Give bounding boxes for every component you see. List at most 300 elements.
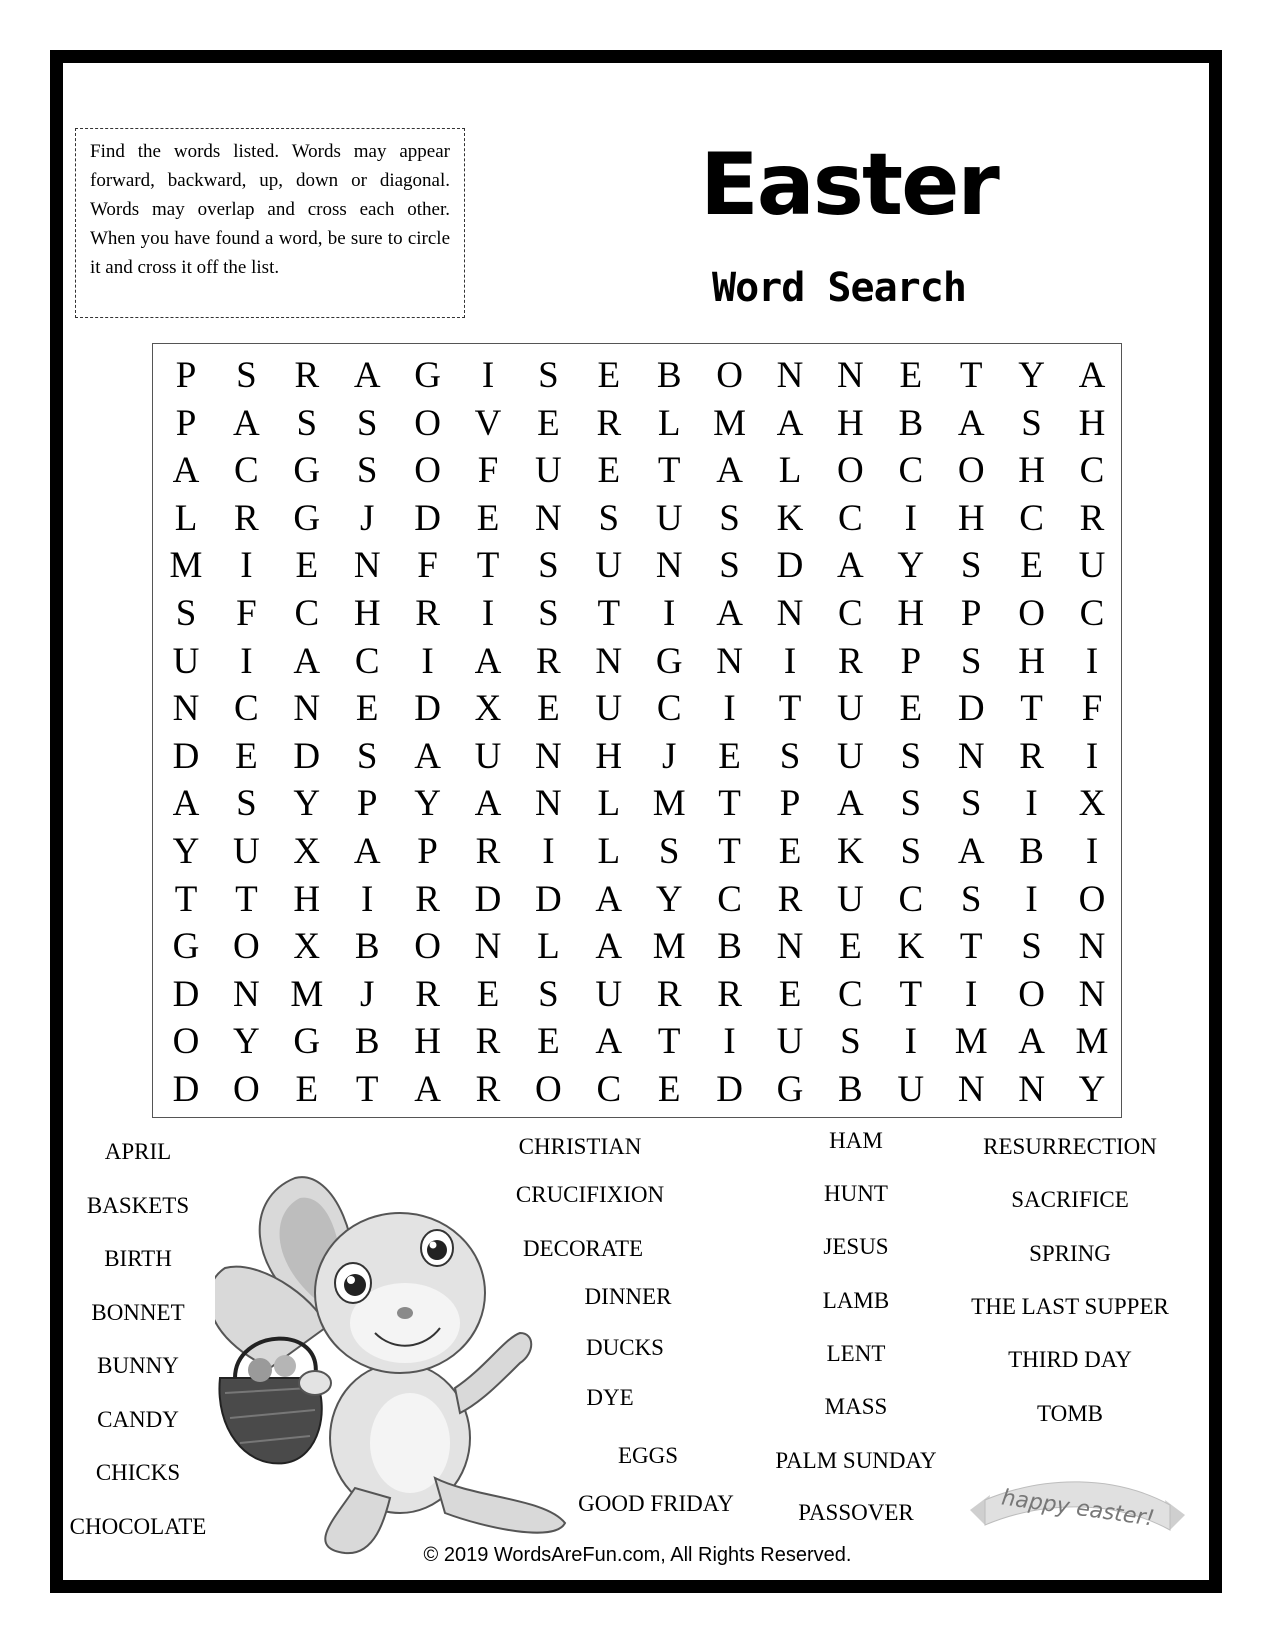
grid-letter: S — [900, 735, 922, 777]
grid-letter: R — [1079, 497, 1105, 539]
word-list-item: JESUS — [823, 1234, 889, 1259]
word-list-item: RESURRECTION — [983, 1134, 1157, 1159]
grid-row — [153, 923, 1121, 971]
grid-letter: D — [535, 878, 562, 920]
grid-letter: Y — [1078, 1069, 1106, 1110]
word-list-item: EGGS — [617, 1443, 679, 1468]
word-list-item: MASS — [824, 1394, 888, 1419]
grid-row — [153, 733, 1121, 781]
grid-letter: H — [414, 1021, 441, 1063]
grid-letter: E — [899, 355, 923, 396]
word-list-item: CANDY — [97, 1406, 179, 1432]
grid-letter: I — [240, 640, 253, 682]
grid-letter: E — [899, 688, 923, 730]
grid-letter: O — [957, 450, 985, 492]
grid-letter: T — [899, 973, 923, 1015]
grid-letter: P — [417, 831, 438, 872]
grid-row — [153, 495, 1121, 543]
grid-letter: S — [960, 783, 982, 825]
grid-letter: T — [657, 1021, 681, 1063]
grid-letter: H — [897, 593, 925, 634]
grid-letter: U — [655, 497, 683, 539]
word-list-item: THIRD DAY — [1008, 1347, 1132, 1373]
grid-letter: C — [898, 450, 924, 492]
grid-letter: Y — [293, 783, 321, 825]
word-list-item: HAM — [829, 1128, 883, 1153]
grid-letter: R — [596, 402, 622, 444]
grid-row — [153, 590, 1121, 638]
grid-letter: E — [778, 831, 802, 872]
grid-letter: A — [1018, 1021, 1045, 1063]
grid-letter: I — [904, 497, 917, 539]
grid-letter: I — [965, 973, 978, 1015]
grid-row — [153, 876, 1121, 924]
grid-letter: N — [716, 640, 743, 682]
grid-letter: N — [837, 355, 864, 396]
word-list-item: APRIL — [104, 1139, 172, 1164]
grid-letter: S — [658, 831, 680, 872]
word-list-item: BASKETS — [86, 1192, 190, 1218]
grid-letter: U — [837, 735, 864, 777]
grid-letter: S — [538, 545, 559, 587]
grid-letter: H — [837, 402, 864, 444]
grid-letter: Y — [1018, 355, 1045, 396]
grid-letter: L — [657, 402, 681, 444]
grid-letter: G — [172, 926, 200, 968]
grid-letter: L — [537, 926, 560, 968]
grid-letter: A — [414, 1069, 441, 1110]
grid-letter: D — [474, 878, 502, 920]
grid-letter: O — [837, 450, 864, 492]
grid-letter: J — [359, 973, 375, 1015]
word-list-item: DYE — [586, 1385, 634, 1410]
grid-letter: P — [900, 640, 922, 682]
grid-letter: N — [353, 545, 381, 587]
grid-letter: T — [597, 593, 621, 634]
grid-letter: F — [236, 593, 257, 634]
grid-letter: C — [1019, 497, 1044, 539]
grid-letter: X — [293, 831, 321, 872]
grid-letter: N — [535, 735, 562, 777]
grid-row — [153, 400, 1121, 448]
grid-letter: F — [477, 450, 499, 492]
word-list-item: DINNER — [584, 1284, 672, 1309]
grid-letter: T — [959, 926, 983, 968]
grid-letter: M — [1075, 1021, 1109, 1063]
grid-letter: I — [481, 593, 495, 634]
grid-letter: S — [779, 735, 801, 777]
grid-letter: A — [957, 831, 985, 872]
word-list-item: SPRING — [1029, 1240, 1111, 1266]
grid-letter: N — [535, 497, 562, 539]
grid-letter: S — [538, 593, 559, 634]
grid-row — [153, 638, 1121, 686]
page-subtitle: Word Search — [712, 265, 966, 311]
grid-letter: Y — [414, 783, 441, 825]
grid-letter: N — [293, 688, 321, 730]
grid-letter: C — [656, 688, 682, 730]
grid-letter: R — [717, 973, 742, 1015]
grid-letter: N — [474, 926, 502, 968]
grid-letter: I — [904, 1021, 917, 1063]
grid-letter: O — [1078, 878, 1106, 920]
grid-letter: T — [718, 831, 741, 872]
grid-letter: I — [481, 355, 495, 396]
word-list-item: SACRIFICE — [1011, 1187, 1129, 1213]
grid-letter: S — [538, 973, 559, 1015]
grid-letter: N — [776, 926, 804, 968]
grid-letter: S — [900, 783, 922, 825]
word-list-item: HUNT — [824, 1181, 888, 1206]
grid-letter: A — [837, 545, 864, 587]
grid-letter: I — [361, 878, 374, 920]
grid-letter: O — [1018, 973, 1045, 1015]
grid-letter: B — [656, 355, 682, 396]
grid-letter: N — [233, 973, 260, 1015]
grid-letter: A — [716, 593, 743, 634]
word-list-item: CHOCOLATE — [69, 1513, 207, 1539]
grid-letter: P — [960, 593, 982, 634]
grid-letter: C — [1079, 593, 1105, 634]
grid-letter: N — [595, 640, 623, 682]
grid-letter: T — [657, 450, 681, 492]
grid-letter: E — [476, 497, 500, 539]
grid-letter: Y — [172, 831, 200, 872]
grid-letter: X — [474, 688, 502, 730]
grid-letter: H — [957, 497, 985, 539]
grid-letter: S — [175, 593, 197, 634]
grid-letter: G — [293, 1021, 321, 1063]
grid-letter: A — [474, 640, 502, 682]
grid-letter: G — [414, 355, 441, 396]
grid-letter: U — [837, 878, 864, 920]
grid-letter: P — [175, 355, 197, 396]
grid-letter: I — [542, 831, 555, 872]
grid-letter: D — [172, 973, 200, 1015]
grid-letter: R — [656, 973, 682, 1015]
grid-row — [153, 1066, 1121, 1114]
grid-letter: I — [783, 640, 797, 682]
grid-letter: F — [1081, 688, 1103, 730]
grid-row — [153, 447, 1121, 495]
grid-letter: U — [595, 545, 623, 587]
grid-letter: N — [535, 783, 562, 825]
grid-letter: G — [655, 640, 683, 682]
grid-letter: A — [595, 926, 623, 968]
grid-letter: E — [235, 735, 258, 777]
grid-letter: O — [414, 450, 441, 492]
grid-letter: U — [837, 688, 864, 730]
grid-letter: A — [293, 640, 321, 682]
grid-letter: I — [663, 593, 676, 634]
word-list-item: BONNET — [91, 1299, 185, 1325]
grid-letter: S — [719, 545, 740, 587]
grid-letter: S — [356, 735, 378, 777]
grid-letter: M — [652, 926, 686, 968]
word-list-item: BUNNY — [97, 1353, 179, 1378]
grid-letter: U — [595, 688, 623, 730]
grid-letter: C — [838, 973, 863, 1015]
grid-letter: H — [353, 593, 381, 634]
word-list-item: GOOD FRIDAY — [578, 1491, 734, 1516]
grid-letter: E — [295, 1069, 319, 1110]
grid-letter: G — [293, 450, 321, 492]
grid-letter: S — [719, 497, 740, 539]
grid-letter: E — [597, 450, 621, 492]
grid-letter: M — [290, 973, 324, 1015]
grid-letter: B — [717, 926, 742, 968]
instructions-box: Find the words listed. Words may appear forward, backward, up, down or diagonal. Words may overlap and cross each other. When you have found a word, be sure to circle it and cross it off the list. — [75, 128, 465, 318]
grid-letter: B — [354, 1021, 380, 1063]
grid-letter: M — [713, 402, 747, 444]
grid-letter: D — [414, 688, 441, 730]
grid-letter: S — [236, 355, 257, 396]
grid-letter: P — [356, 783, 378, 825]
grid-letter: O — [414, 926, 441, 968]
word-list-item: TOMB — [1036, 1400, 1104, 1426]
word-list-item: LENT — [826, 1341, 886, 1366]
grid-letter: E — [597, 355, 621, 396]
grid-letter: A — [1078, 355, 1106, 396]
grid-letter: E — [1020, 545, 1043, 587]
grid-letter: H — [293, 878, 321, 920]
grid-letter: C — [838, 497, 863, 539]
grid-letter: C — [838, 593, 863, 634]
grid-letter: D — [172, 735, 200, 777]
grid-letter: C — [234, 688, 259, 730]
grid-letter: O — [535, 1069, 562, 1110]
grid-letter: I — [421, 640, 434, 682]
grid-row — [153, 685, 1121, 733]
grid-letter: D — [957, 688, 985, 730]
grid-letter: N — [957, 735, 985, 777]
grid-letter: T — [355, 1069, 379, 1110]
grid-letter: X — [293, 926, 321, 968]
grid-letter: D — [172, 1069, 200, 1110]
grid-letter: A — [414, 735, 441, 777]
grid-letter: N — [655, 545, 683, 587]
grid-letter: S — [840, 1021, 861, 1063]
grid-letter: E — [476, 973, 500, 1015]
grid-letter: A — [776, 402, 804, 444]
grid-letter: N — [1078, 926, 1106, 968]
grid-letter: S — [236, 783, 257, 825]
grid-letter: D — [293, 735, 321, 777]
grid-letter: C — [596, 1069, 622, 1110]
grid-letter: H — [1018, 640, 1045, 682]
grid-letter: I — [1025, 878, 1038, 920]
grid-letter: O — [172, 1021, 200, 1063]
grid-letter: T — [235, 878, 258, 920]
grid-letter: U — [595, 973, 623, 1015]
grid-letter: E — [537, 1021, 560, 1063]
grid-letter: R — [536, 640, 561, 682]
grid-letter: R — [234, 497, 259, 539]
grid-letter: H — [1018, 450, 1045, 492]
grid-letter: D — [414, 497, 441, 539]
grid-letter: A — [172, 450, 200, 492]
grid-letter: T — [778, 688, 802, 730]
letter-grid — [152, 343, 1122, 1118]
grid-letter: N — [776, 355, 804, 396]
grid-letter: K — [837, 831, 864, 872]
grid-letter: U — [172, 640, 200, 682]
grid-letter: A — [595, 1021, 623, 1063]
grid-letter: C — [354, 640, 380, 682]
grid-letter: R — [475, 831, 501, 872]
grid-letter: T — [1020, 688, 1043, 730]
grid-letter: I — [723, 1021, 736, 1063]
grid-letter: S — [960, 878, 982, 920]
grid-letter: A — [172, 783, 200, 825]
grid-letter: K — [897, 926, 925, 968]
grid-letter: C — [234, 450, 259, 492]
grid-letter: D — [776, 545, 804, 587]
grid-letter: O — [233, 926, 260, 968]
happy-easter-banner — [965, 1470, 1190, 1550]
grid-letter: R — [294, 355, 320, 396]
grid-letter: A — [474, 783, 502, 825]
grid-letter: L — [597, 831, 621, 872]
grid-row — [153, 542, 1121, 590]
grid-letter: S — [960, 640, 982, 682]
grid-letter: E — [537, 402, 560, 444]
banner-text: happy easter! — [999, 1485, 1156, 1532]
grid-letter: O — [233, 1069, 260, 1110]
grid-row — [153, 828, 1121, 876]
grid-letter: I — [723, 688, 736, 730]
grid-row — [153, 352, 1121, 400]
grid-letter: S — [356, 450, 378, 492]
grid-letter: A — [595, 878, 623, 920]
grid-letter: P — [175, 402, 197, 444]
grid-letter: B — [1019, 831, 1044, 872]
grid-letter: Y — [655, 878, 683, 920]
grid-letter: I — [1085, 735, 1099, 777]
grid-letter: I — [1025, 783, 1038, 825]
grid-letter: F — [417, 545, 438, 587]
grid-letter: V — [474, 402, 502, 444]
grid-letter: A — [233, 402, 260, 444]
grid-letter: O — [1018, 593, 1045, 634]
grid-letter: M — [652, 783, 686, 825]
grid-letter: O — [716, 355, 743, 396]
grid-letter: I — [1085, 831, 1099, 872]
grid-letter: D — [716, 1069, 743, 1110]
word-list-item: BIRTH — [104, 1246, 172, 1271]
grid-letter: C — [717, 878, 742, 920]
grid-letter: T — [476, 545, 500, 587]
grid-letter: A — [353, 355, 381, 396]
grid-letter: O — [414, 402, 441, 444]
grid-row — [153, 971, 1121, 1019]
grid-letter: M — [169, 545, 203, 587]
grid-letter: E — [718, 735, 741, 777]
grid-letter: X — [1078, 783, 1106, 825]
grid-letter: A — [353, 831, 381, 872]
grid-letter: B — [898, 402, 924, 444]
word-list-item: CHICKS — [95, 1460, 181, 1485]
grid-letter: T — [174, 878, 198, 920]
grid-letter: E — [839, 926, 862, 968]
grid-letter: B — [838, 1069, 863, 1110]
copyright-footer: © 2019 WordsAreFun.com, All Rights Reserved. — [423, 1544, 852, 1566]
grid-letter: N — [1018, 1069, 1045, 1110]
grid-letter: A — [837, 783, 864, 825]
grid-letter: U — [776, 1021, 804, 1063]
grid-letter: U — [233, 831, 260, 872]
grid-letter: S — [356, 402, 378, 444]
grid-letter: S — [538, 355, 559, 396]
grid-letter: E — [778, 973, 802, 1015]
grid-letter: H — [1078, 402, 1106, 444]
word-list-item: THE LAST SUPPER — [971, 1293, 1169, 1319]
grid-letter: S — [900, 831, 922, 872]
grid-letter: R — [475, 1021, 501, 1063]
grid-letter: S — [1021, 926, 1042, 968]
grid-letter: L — [778, 450, 802, 492]
grid-letter: R — [415, 878, 440, 920]
grid-letter: N — [957, 1069, 985, 1110]
grid-letter: I — [1085, 640, 1099, 682]
grid-letter: R — [838, 640, 863, 682]
grid-letter: A — [957, 402, 985, 444]
word-list-item: LAMB — [822, 1288, 890, 1313]
grid-letter: L — [174, 497, 198, 539]
grid-row — [153, 780, 1121, 828]
grid-letter: N — [172, 688, 200, 730]
grid-letter: Y — [897, 545, 925, 587]
grid-letter: L — [597, 783, 621, 825]
grid-letter: R — [1019, 735, 1044, 777]
grid-letter: S — [296, 402, 318, 444]
grid-letter: P — [779, 783, 801, 825]
word-list-item: PALM SUNDAY — [775, 1448, 937, 1473]
word-list-item: PASSOVER — [798, 1500, 914, 1525]
grid-letter: T — [718, 783, 741, 825]
grid-letter: M — [954, 1021, 988, 1063]
grid-letter: U — [897, 1069, 925, 1110]
grid-letter: T — [959, 355, 983, 396]
grid-letter: G — [293, 497, 321, 539]
grid-letter: C — [294, 593, 320, 634]
grid-letter: N — [1078, 973, 1106, 1015]
grid-letter: R — [475, 1069, 501, 1110]
grid-letter: R — [415, 973, 440, 1015]
grid-letter: S — [1021, 402, 1042, 444]
word-list-item: CRUCIFIXION — [515, 1182, 665, 1207]
grid-letter: G — [776, 1069, 804, 1110]
grid-letter: H — [595, 735, 623, 777]
grid-letter: R — [415, 593, 440, 634]
grid-letter: E — [295, 545, 319, 587]
grid-letter: E — [657, 1069, 681, 1110]
grid-letter: K — [776, 497, 804, 539]
grid-letter: U — [535, 450, 562, 492]
grid-letter: S — [960, 545, 982, 587]
grid-letter: A — [716, 450, 743, 492]
grid-letter: C — [1079, 450, 1105, 492]
grid-letter: N — [776, 593, 804, 634]
grid-letter: U — [474, 735, 502, 777]
grid-letter: Y — [233, 1021, 260, 1063]
grid-letter: U — [1078, 545, 1106, 587]
grid-letter: C — [898, 878, 924, 920]
word-list-item: CHRISTIAN — [518, 1134, 642, 1159]
grid-letter: I — [240, 545, 253, 587]
word-list-item: DECORATE — [522, 1236, 644, 1261]
grid-row — [153, 1018, 1121, 1066]
